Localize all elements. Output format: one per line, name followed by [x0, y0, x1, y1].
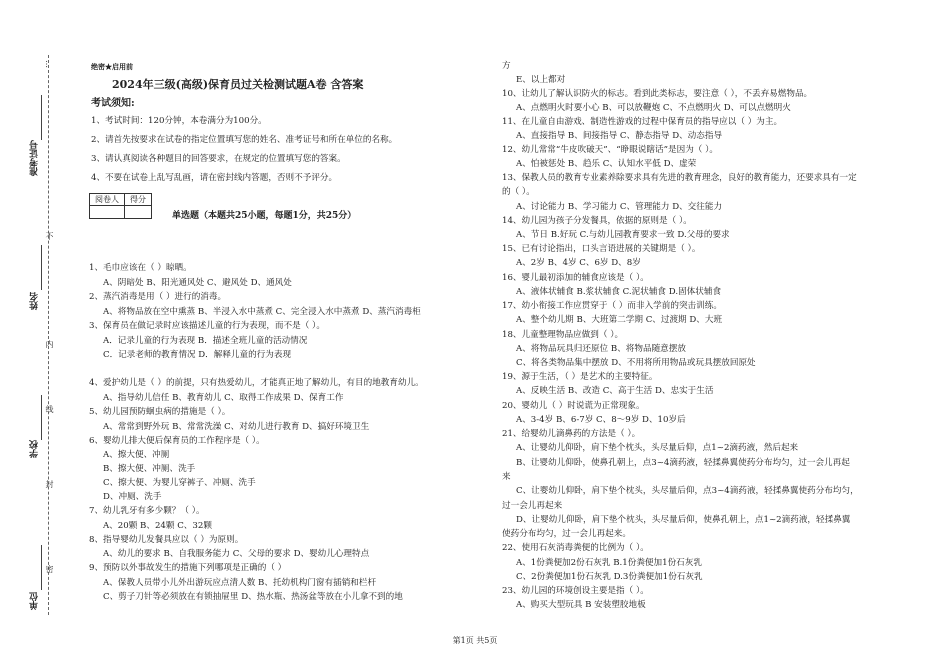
unit-underline: [41, 545, 42, 590]
question-line: 21、给婴幼儿滴鼻药的方法是（ ）。: [502, 429, 641, 439]
question-line: 方: [502, 61, 511, 71]
seal-char: 线: [45, 405, 54, 413]
option-line: A、擦大便、冲厕: [103, 450, 170, 460]
reviewer-header: 阅卷人: [90, 194, 125, 206]
question-line: 4、爱护幼儿是（ ）的前提，只有热爱幼儿，才能真正地了解幼儿，有目的地教育幼儿。: [89, 378, 424, 388]
option-line: C、将各类物品集中摆放 D、不用将所用物品或玩具摆放回原处: [516, 358, 756, 368]
confidential-mark: 绝密★启用前: [91, 62, 133, 71]
option-line: A、保教人员带小儿外出游玩应点清人数 B、托幼机构门窗有插销和栏杆: [103, 578, 377, 588]
question-line: 14、幼儿园为孩子分发餐具，依据的原则是（ ）。: [502, 216, 692, 226]
question-line: 9、预防以外事故发生的措施下列哪项是正确的（ ）: [89, 563, 287, 573]
option-line: A、将物品玩具归还原位 B、将物品随意摆放: [516, 344, 686, 354]
option-line: C．记录老师的教育情况 D．解释儿童的行为表现: [103, 350, 292, 360]
seal-char: 内: [45, 340, 54, 348]
option-line: B、擦大便、冲厕、洗手: [103, 464, 196, 474]
option-line: A、常常到野外玩 B、常常洗澡 C、对幼儿进行教育 D、搞好环境卫生: [103, 422, 370, 432]
option-line: A、幼儿的要求 B、自我服务能力 C、父母的要求 D、婴幼儿心理特点: [103, 549, 370, 559]
option-line: C、2份粪便加1份石灰乳 D.3份粪便加1份石灰乳: [516, 572, 703, 582]
question-line: 6、婴幼儿排大便后保育员的工作程序是（ ）。: [89, 436, 265, 446]
option-line: C、让婴幼儿仰卧，肩下垫个枕头，头尽量后仰，点3~4滴药液，轻揉鼻翼使药分布均匀，: [516, 486, 859, 496]
option-line: A、让婴幼儿仰卧，肩下垫个枕头，头尽量后仰，点1~2滴药液，然后起来: [516, 443, 799, 453]
notice-item: 3、请认真阅读各种题目的回答要求，在规定的位置填写您的答案。: [91, 154, 346, 164]
unit-label: 单位: [30, 592, 40, 610]
option-line: A、节日 B.好玩 C.与幼儿园教育要求一致 D.父母的要求: [516, 230, 730, 240]
option-line: D、冲厕、洗手: [103, 492, 162, 502]
question-line: 20、婴幼儿（ ）时说谎为正常现象。: [502, 401, 645, 411]
question-line: 3、保育员在做记录时应该描述儿童的行为表现，而不是（ ）。: [89, 321, 325, 331]
notice-item: 2、请首先按要求在试卷的指定位置填写您的姓名、准考证号和所在单位的名称。: [91, 135, 398, 145]
option-line: A、20颗 B、24颗 C、32颗: [103, 521, 212, 531]
question-line: 11、在儿童自由游戏、制造性游戏的过程中保育员的指导应以（ ）为主。: [502, 117, 783, 127]
question-line: 16、婴儿最初添加的辅食应该是（ ）。: [502, 273, 649, 283]
question-line: 17、幼小衔接工作应贯穿于（ ）而非入学前的突击训练。: [502, 301, 722, 311]
question-line: 的（ ）。: [502, 187, 535, 197]
question-line: 15、已有讨论指出，口头言语进展的关键期是（ ）。: [502, 244, 701, 254]
option-line: A、1份粪便加2份石灰乳 B.1份粪便加1份石灰乳: [516, 558, 702, 568]
score-cell: [125, 206, 152, 219]
option-line: A、怕被惩处 B、趋乐 C、认知水平低 D、虚荣: [516, 159, 697, 169]
notice-heading: 考试须知:: [91, 98, 135, 109]
option-line: A、指导幼儿信任 B、教育幼儿 C、取得工作成果 D、保育工作: [103, 393, 344, 403]
option-line: 过一会儿再起来: [502, 501, 563, 511]
option-line: A．记录儿童的行为表现 B．描述全班儿童的活动情况: [103, 336, 308, 346]
seal-char: …: [44, 60, 53, 68]
option-line: B、让婴幼儿仰卧，使鼻孔朝上，点3~4滴药液，轻揉鼻翼使药分布均匀，过一会儿再起: [516, 458, 850, 468]
option-line: A、2岁 B、4岁 C、6岁 D、8岁: [516, 258, 641, 268]
option-line: A、液体状辅食 B.浆状辅食 C.泥状辅食 D.固体状辅食: [516, 287, 722, 297]
reviewer-cell: [90, 206, 125, 219]
question-line: 8、指导婴幼儿发餐具应以（ ）为原则。: [89, 535, 244, 545]
name-underline: [41, 245, 42, 290]
option-line: A、将物品放在空中熏蒸 B、半浸入水中蒸煮 C、完全浸入水中蒸煮 D、蒸汽消毒柜: [103, 307, 421, 317]
page-footer: 第1页 共5页: [452, 636, 498, 645]
option-line: A、讨论能力 B、学习能力 C、管理能力 D、交往能力: [516, 202, 723, 212]
option-line: 来: [502, 472, 511, 482]
option-line: A、3-4岁 B、6-7岁 C、8～9岁 D、10岁后: [516, 415, 686, 425]
question-line: 19、源于生活，（ ）是艺术的主要特征。: [502, 372, 658, 382]
seal-char: 不: [45, 232, 54, 240]
option-line: 使药分布均匀，过一会儿再起来。: [502, 529, 631, 539]
option-line: E、以上都对: [516, 75, 566, 85]
option-line: A、直接指导 B、间接指导 C、静态指导 D、动态指导: [516, 131, 723, 141]
section-heading: 单选题（本题共25小题，每题1分，共25分）: [172, 211, 357, 221]
exam-number-underline: [41, 95, 42, 140]
page-title: 2024年三级(高级)保育员过关检测试题A卷 含答案: [112, 78, 364, 91]
score-table: [89, 193, 152, 219]
question-line: 13、保教人员的教育专业素养除要求具有先进的教育理念，良好的教育能力，还要求具有一定: [502, 173, 857, 183]
question-line: 1、毛巾应该在（ ）晾晒。: [89, 263, 192, 273]
notice-item: 4、不要在试卷上乱写乱画，请在密封线内答题，否则不予评分。: [91, 173, 338, 183]
score-header: 得分: [125, 194, 152, 206]
seal-char: 封: [45, 480, 54, 488]
question-line: 5、幼儿园预防蛔虫病的措施是（ ）。: [89, 407, 231, 417]
question-line: 23、幼儿园的环境创设主要是指（ ）。: [502, 586, 649, 596]
option-line: C、擦大便、为婴儿穿裤子、冲厕、洗手: [103, 478, 256, 488]
seal-dashed-line: [48, 55, 49, 615]
option-line: C、剪子刀针等必须放在有锁抽屉里 D、热水瓶、热汤盆等放在小儿拿不到的地: [103, 592, 403, 602]
school-underline: [41, 395, 42, 440]
question-line: 7、幼儿乳牙有多少颗？（ ）。: [89, 506, 205, 516]
option-line: A、整个幼儿期 B、大班第二学期 C、过渡期 D、大班: [516, 315, 723, 325]
seal-char: 密: [45, 565, 54, 573]
binding-margin: [0, 0, 60, 671]
question-line: 10、让幼儿了解认识防火的标志。看到此类标志，要注意（ ），不丢弃易燃物品。: [502, 89, 813, 99]
option-line: A、点燃明火时要小心 B、可以放鞭炮 C、不点燃明火 D、可以点燃明火: [516, 103, 791, 113]
name-label: 姓名: [30, 292, 40, 310]
question-line: 2、蒸汽消毒是用（ ）进行的消毒。: [89, 292, 227, 302]
option-line: A、购买大型玩具 B 安装塑胶地板: [516, 600, 646, 610]
option-line: D、让婴幼儿仰卧，肩下垫个枕头，头尽量后仰，使鼻孔朝上，点1~2滴药液，轻揉鼻翼: [516, 515, 851, 525]
option-line: A、反映生活 B、改造 C、高于生活 D、忠实于生活: [516, 386, 714, 396]
option-line: A、阴暗处 B、阳光通风处 C、避风处 D、通风处: [103, 278, 292, 288]
exam-number-label: 准考证号: [30, 140, 40, 176]
school-label: 学校: [30, 440, 40, 458]
notice-item: 1、考试时间：120分钟，本卷满分为100分。: [91, 116, 267, 126]
question-line: 22、使用石灰消毒粪便的比例为（ ）。: [502, 543, 649, 553]
question-line: 18、儿童整理物品应做到（ ）。: [502, 330, 624, 340]
question-line: 12、幼儿常常“牛皮吹破天”、“睁眼说瞎话”是因为（ ）。: [502, 145, 719, 155]
